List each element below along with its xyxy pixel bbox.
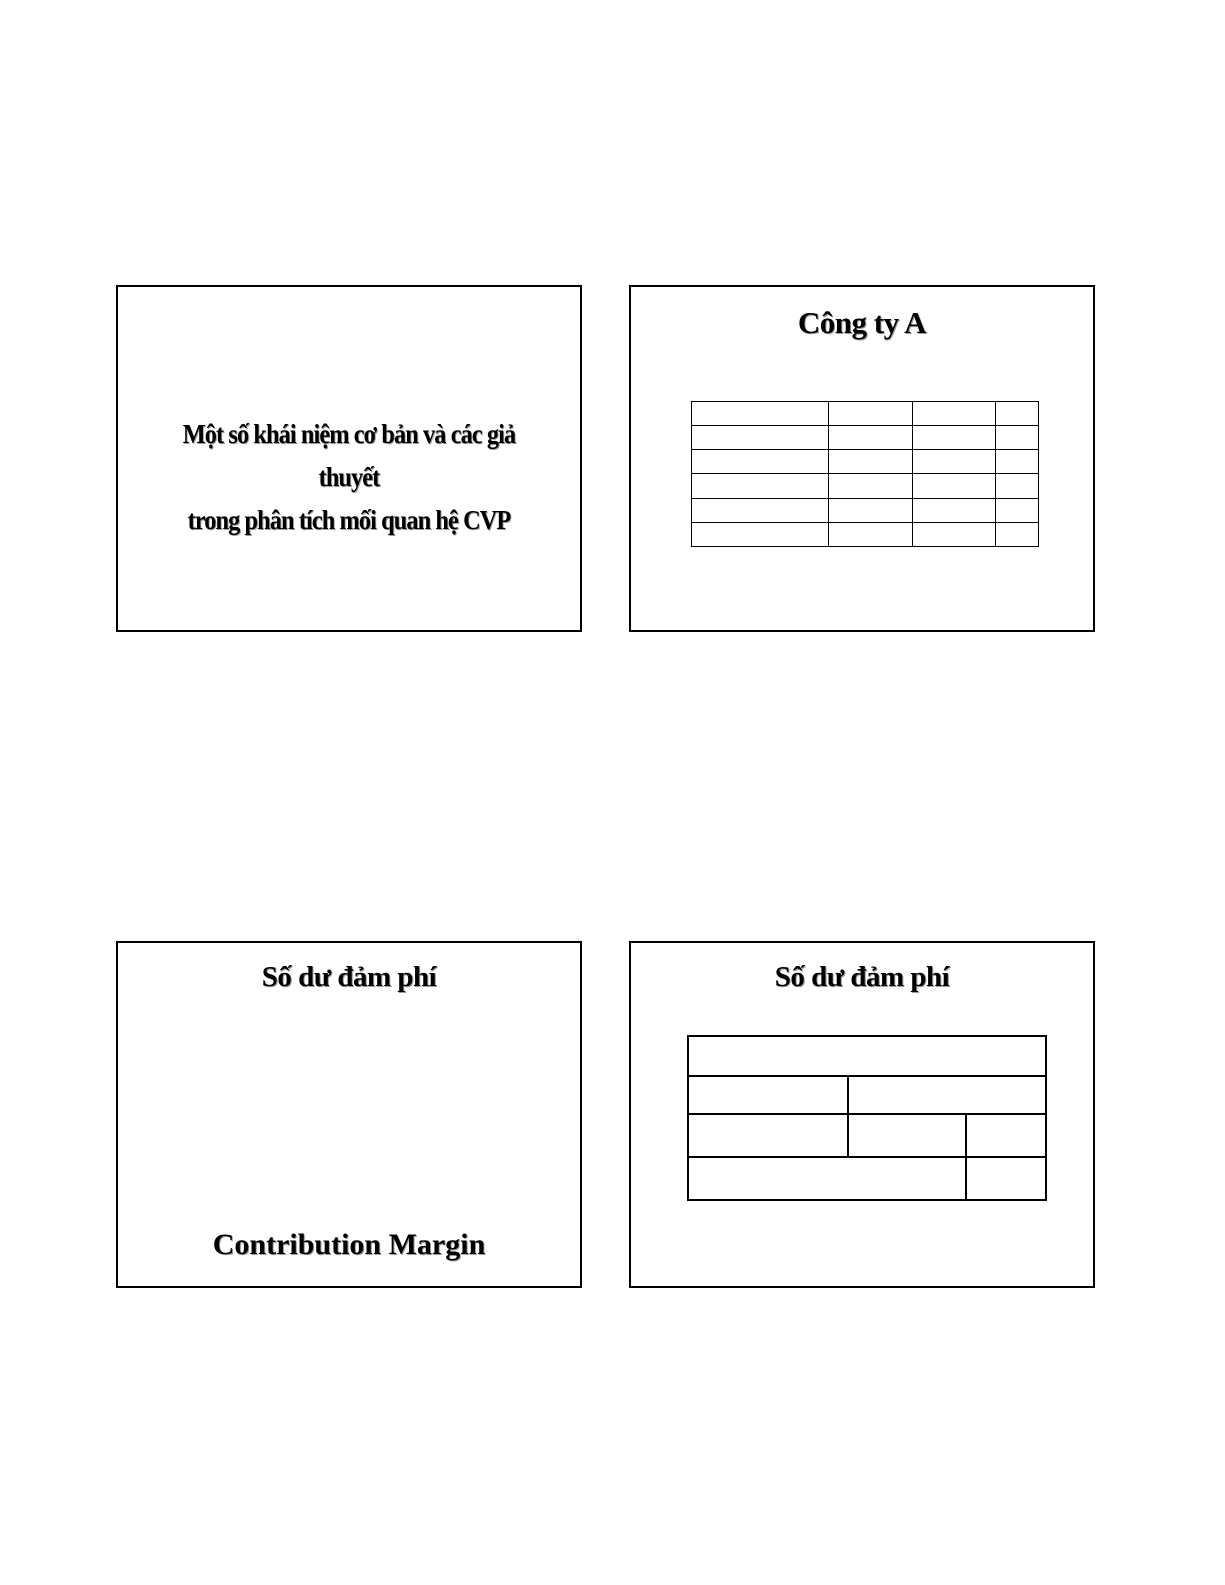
table-cell xyxy=(828,498,913,522)
slide-1 xyxy=(116,285,582,632)
table-row xyxy=(692,474,1039,498)
table-cell xyxy=(692,450,829,474)
table-row xyxy=(692,522,1039,546)
table-cell xyxy=(913,498,996,522)
table-cell xyxy=(692,402,829,426)
slide-2 xyxy=(629,285,1095,632)
table-cell xyxy=(913,402,996,426)
table-cell xyxy=(996,498,1039,522)
table-cell xyxy=(828,522,913,546)
table-cell xyxy=(913,474,996,498)
diagram-divider xyxy=(689,1075,1045,1077)
diagram-divider xyxy=(689,1113,1045,1115)
table-cell xyxy=(996,522,1039,546)
table-cell xyxy=(996,426,1039,450)
company-a-table xyxy=(691,401,1039,547)
table-cell xyxy=(913,450,996,474)
table-row xyxy=(692,498,1039,522)
table-cell xyxy=(828,474,913,498)
table-cell xyxy=(828,426,913,450)
diagram-divider xyxy=(965,1113,967,1199)
slide-4 xyxy=(629,941,1095,1288)
table-cell xyxy=(996,474,1039,498)
table-row xyxy=(692,402,1039,426)
table-cell xyxy=(828,450,913,474)
table-row xyxy=(692,450,1039,474)
slide-1-heading-line-1: Một số khái niệm cơ bản và các giả thuyết xyxy=(182,419,516,492)
table-cell xyxy=(996,450,1039,474)
slide-4-title: Số dư đảm phí xyxy=(774,961,950,993)
table-cell xyxy=(913,522,996,546)
slide-3-title: Số dư đảm phí xyxy=(261,961,437,993)
table-row xyxy=(692,426,1039,450)
table-cell xyxy=(692,522,829,546)
diagram-divider xyxy=(847,1075,849,1158)
table-cell xyxy=(692,426,829,450)
table-cell xyxy=(692,498,829,522)
diagram-divider xyxy=(689,1156,1045,1158)
table-cell xyxy=(996,402,1039,426)
slide-2-title: Công ty A xyxy=(797,305,927,340)
table-cell xyxy=(692,474,829,498)
slide-1-heading-line-2: trong phân tích mối quan hệ CVP xyxy=(187,505,511,535)
contribution-margin-diagram xyxy=(687,1035,1047,1201)
slide-1-heading xyxy=(154,413,545,542)
slide-3-subtitle: Contribution Margin xyxy=(212,1228,486,1261)
table-cell xyxy=(913,426,996,450)
table-cell xyxy=(828,402,913,426)
slide-3 xyxy=(116,941,582,1288)
